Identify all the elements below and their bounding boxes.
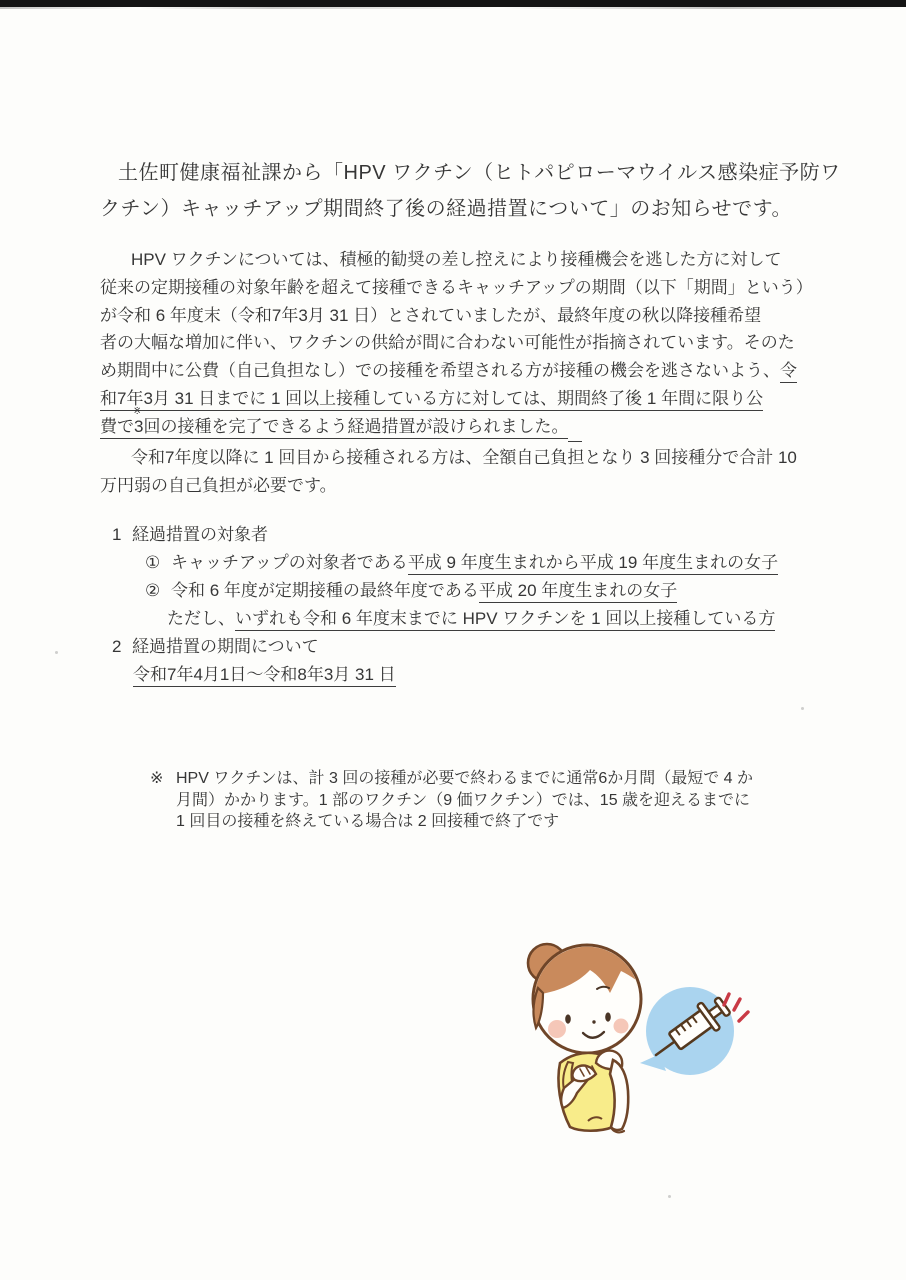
scan-edge-bar — [0, 0, 906, 7]
intro-paragraph — [100, 246, 816, 442]
footnote-marker: ※ — [150, 770, 164, 787]
cost-paragraph — [100, 444, 816, 500]
text-line: 月間）かかります。1 部のワクチン（9 価ワクチン）では、15 歳を迎えるまでに — [176, 791, 751, 809]
list-item-title: 経過措置の期間について — [132, 637, 319, 656]
text-line: が令和 6 年度末（令和7年3月 31 日）とされていましたが、最終年度の秋以降接種希望 — [100, 305, 762, 325]
underlined-text: 令 — [780, 361, 797, 383]
underline-tail — [568, 424, 582, 442]
list-item-title: 経過措置の対象者 — [132, 525, 268, 544]
list-item-2 — [112, 633, 828, 661]
text-line: HPV ワクチンは、計 3 回の接種が必要で終わるまでに通常6か月間（最短で 4 か — [176, 770, 754, 787]
list-number: 2 — [112, 637, 122, 656]
notice-title — [100, 155, 841, 227]
text-line: め期間中に公費（自己負担なし）での接種を希望される方が接種の機会を逃さないよう、令 — [100, 357, 816, 385]
underlined-text: 回の接種を完了できるよう経過措置が設けられました。 — [143, 417, 568, 439]
list-number: 1 — [112, 525, 122, 544]
footnote-reference-mark: ※ — [133, 405, 142, 417]
numbered-list — [112, 521, 828, 689]
notice-title-line-1: 土佐町健康福祉課から「HPV ワクチン（ヒトパピローマウイルス感染症予防ワ — [118, 162, 841, 184]
text-line: 万円弱の自己負担が必要です。 — [100, 475, 337, 495]
scan-speck — [801, 707, 804, 710]
text-line: 従来の定期接種の対象年齢を超えて接種できるキャッチアップの期間（以下「期間」という） — [100, 277, 813, 297]
underlined-text: 平成 9 年度生まれから平成 19 年度生まれの女子 — [408, 553, 778, 575]
underlined-text: 費で — [100, 417, 134, 439]
underlined-text: 平成 20 年度生まれの女子 — [479, 581, 677, 603]
footnote — [150, 768, 830, 833]
scan-speck — [55, 651, 58, 654]
circled-number-icon: ① — [145, 553, 161, 572]
underlined-text: 令和7年4月1日～令和8年3月 31 日 — [133, 665, 396, 687]
right-blush — [614, 1019, 629, 1034]
text-line — [100, 385, 816, 413]
text-line: 者の大幅な増加に伴い、ワクチンの供給が間に合わない可能性が指摘されています。そのた — [100, 333, 795, 353]
notice-title-line-2: クチン）キャッチアップ期間終了後の経過措置について」のお知らせです。 — [100, 198, 792, 220]
text-line: 1 回目の接種を終えている場合は 2 回接種で終了です — [176, 813, 560, 830]
list-subitem-1: ① キャッチアップの対象者である平成 9 年度生まれから平成 19 年度生まれの女子 — [112, 549, 828, 577]
girl-figure — [528, 940, 646, 1132]
list-subitem-note: ただし、いずれも令和 6 年度末までに HPV ワクチンを 1 回以上接種している方 — [112, 605, 828, 633]
text-line: HPV ワクチンについては、積極的勧奨の差し控えにより接種機会を逃した方に対して — [114, 250, 782, 269]
footnote-text — [176, 768, 753, 833]
underlined-text: 和7年3月 31 日までに 1 回以上接種している方に対しては、期間終了後 1 年間に限り公 — [100, 389, 763, 411]
girl-vaccination-illustration — [480, 930, 820, 1180]
right-eye — [605, 1012, 611, 1021]
text-line: 令和7年度以降に 1 回目から接種される方は、全額自己負担となり 3 回接種分で合計 10 — [114, 448, 797, 467]
underlined-text: いずれも令和 6 年度末までに HPV ワクチンを 1 回以上接種している方 — [235, 609, 775, 631]
left-eye — [565, 1014, 571, 1023]
circled-number-icon: ② — [145, 581, 161, 600]
list-subitem-2: ② 令和 6 年度が定期接種の最終年度である平成 20 年度生まれの女子 — [112, 577, 828, 605]
left-blush — [548, 1020, 566, 1038]
scan-speck — [668, 1195, 671, 1198]
nose — [592, 1020, 595, 1023]
period-line — [112, 661, 828, 689]
text-line — [100, 405, 816, 442]
footnote-referenced-number: ※ 3 — [134, 417, 143, 439]
list-item-1 — [112, 521, 828, 549]
